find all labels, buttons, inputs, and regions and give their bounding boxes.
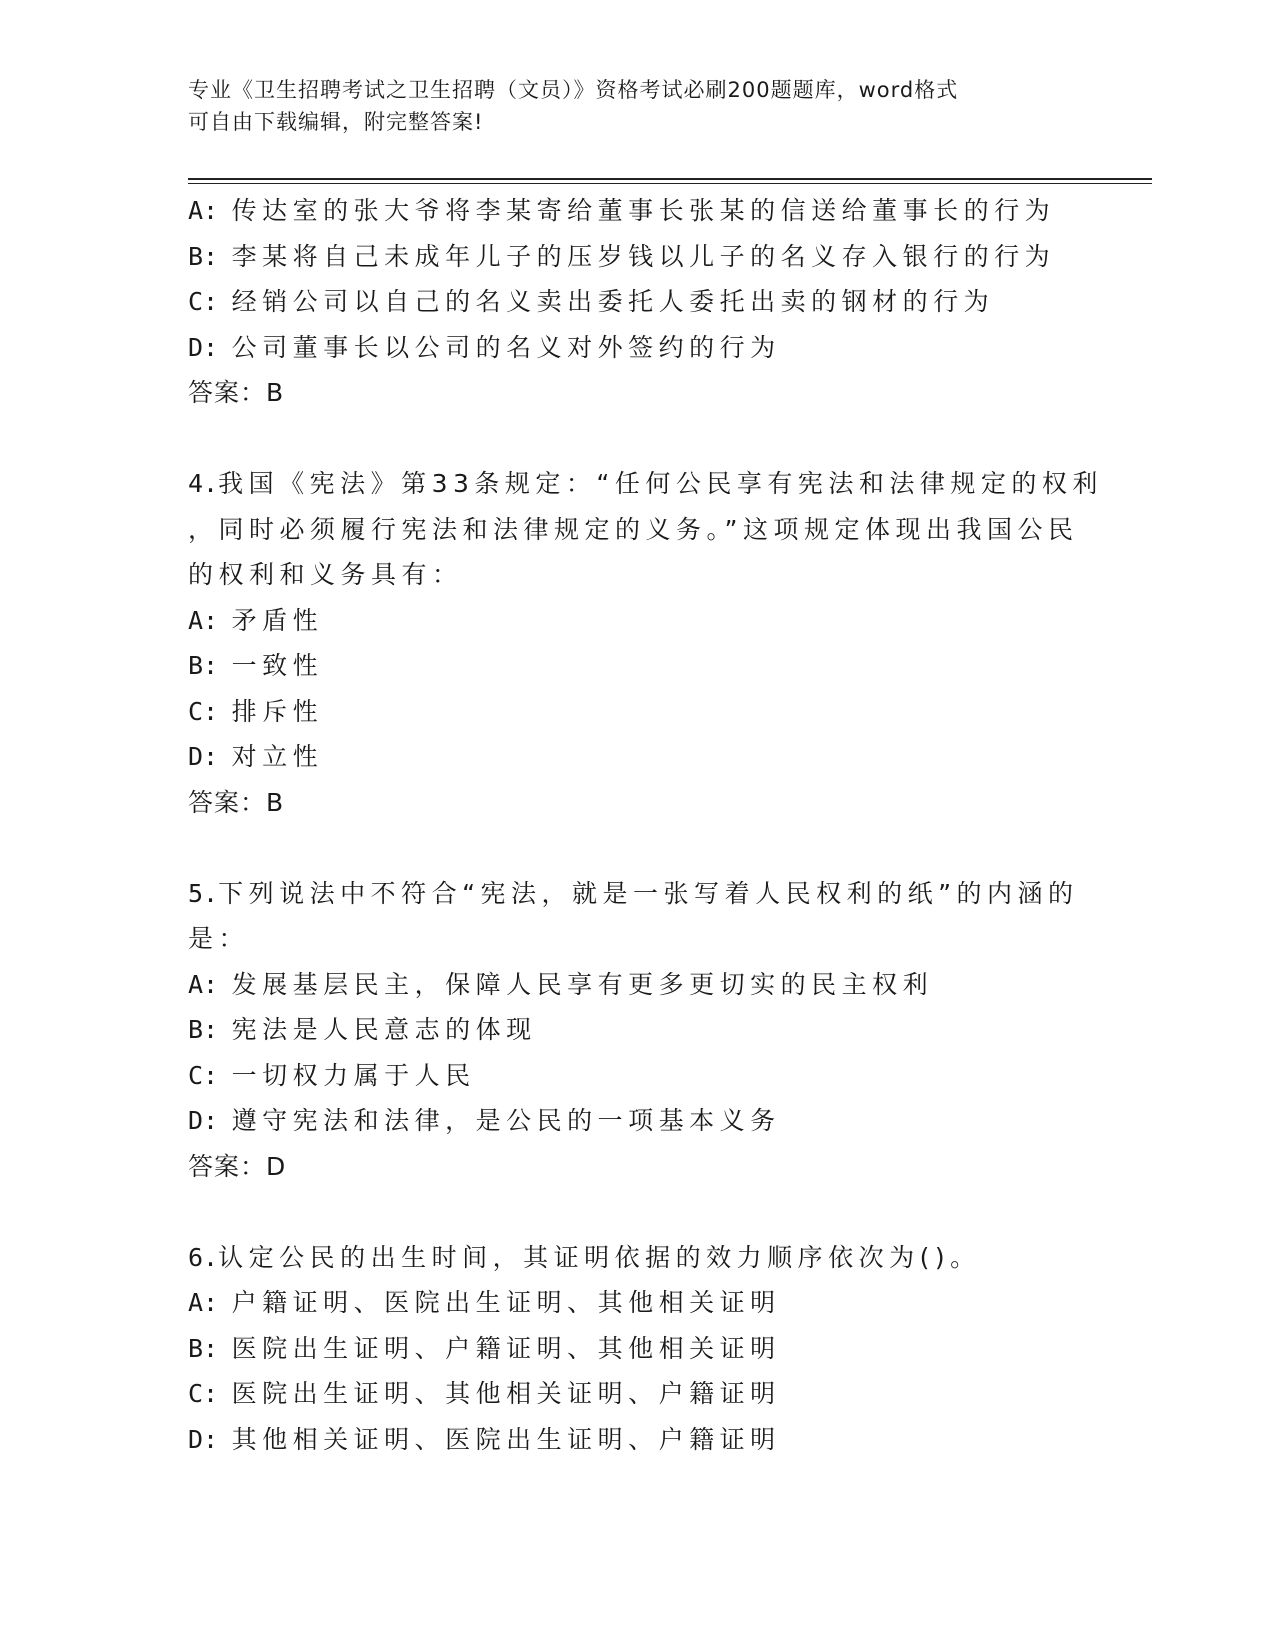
q5-stem-line-2: 是：: [188, 924, 250, 953]
q6-option-a: A: 户籍证明、医院出生证明、其他相关证明: [188, 1288, 781, 1317]
q5-option-d: D: 遵守宪法和法律，是公民的一项基本义务: [188, 1106, 781, 1135]
q4-option-a: A: 矛盾性: [188, 605, 324, 635]
header-rule-thick: [188, 178, 1152, 180]
q5-number: 5.: [188, 878, 219, 908]
q4-number: 4.: [188, 469, 219, 498]
q4-option-c: C: 排斥性: [188, 696, 324, 726]
document-body: [188, 188, 1103, 1462]
header-rule-thin: [188, 183, 1152, 184]
q4-answer: 答案：B: [188, 787, 285, 817]
q4-option-d: D: 对立性: [188, 742, 324, 771]
q5-stem-line-1: 5.下列说法中不符合“宪法，就是一张写着人民权利的纸”的内涵的: [188, 878, 1079, 908]
q3-option-b: B: 李某将自己未成年儿子的压岁钱以儿子的名义存入银行的行为: [188, 241, 1056, 271]
header-line-2: 可自由下载编辑，附完整答案!: [188, 110, 484, 134]
q6-option-d: D: 其他相关证明、医院出生证明、户籍证明: [188, 1424, 781, 1454]
document-header: [188, 74, 1088, 138]
question-6: [188, 1235, 1088, 1463]
q6-option-c: C: 医院出生证明、其他相关证明、户籍证明: [188, 1379, 781, 1408]
q5-option-b: B: 宪法是人民意志的体现: [188, 1015, 537, 1044]
q4-stem-line-1: 4.我国《宪法》第33条规定：“任何公民享有宪法和法律规定的权利: [188, 469, 1103, 498]
question-4: [188, 461, 1103, 825]
header-line-1: 专业《卫生招聘考试之卫生招聘（文员）》资格考试必刷200题题库，word格式: [188, 78, 959, 102]
q4-stem-line-2: ，同时必须履行宪法和法律规定的义务。”这项规定体现出我国公民: [188, 514, 1079, 544]
q5-option-c: C: 一切权力属于人民: [188, 1060, 476, 1090]
q4-stem-line-3: 的权利和义务具有：: [188, 560, 463, 589]
q5-option-a: A: 发展基层民主，保障人民享有更多更切实的民主权利: [188, 969, 934, 999]
q3-option-c: C: 经销公司以自己的名义卖出委托人委托出卖的钢材的行为: [188, 287, 995, 316]
q5-answer: 答案：D: [188, 1151, 287, 1181]
question-3: [188, 188, 1088, 416]
q3-option-d: D: 公司董事长以公司的名义对外签约的行为: [188, 332, 781, 362]
q3-answer: 答案：B: [188, 378, 285, 407]
question-5: [188, 871, 1088, 1190]
q6-option-b: B: 医院出生证明、户籍证明、其他相关证明: [188, 1333, 781, 1363]
q3-option-a: A: 传达室的张大爷将李某寄给董事长张某的信送给董事长的行为: [188, 196, 1056, 225]
q6-stem-line-1: 6.认定公民的出生时间，其证明依据的效力顺序依次为()。: [188, 1242, 981, 1272]
q4-option-b: B: 一致性: [188, 651, 324, 680]
q6-number: 6.: [188, 1242, 219, 1272]
